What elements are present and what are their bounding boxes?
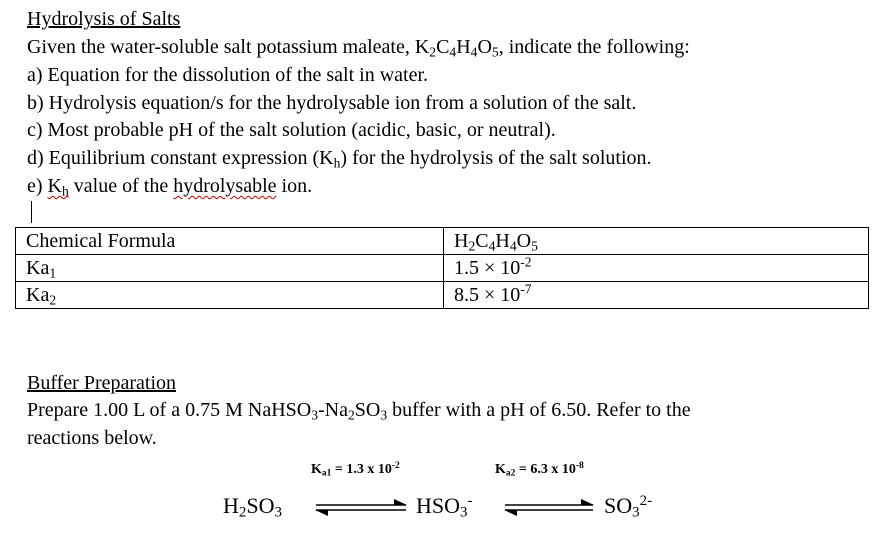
formula-h2: H (495, 230, 510, 252)
formula-o: O (516, 230, 532, 252)
ka1-mantissa: 1.5 × 10 (454, 257, 521, 279)
intro-c-sub: 4 (449, 44, 457, 60)
formula-o-sub: 5 (531, 238, 538, 254)
species3-sub: 3 (632, 504, 640, 521)
species2-sup: - (467, 492, 473, 509)
intro-k-sub: 2 (429, 44, 437, 60)
formula-h: H (454, 230, 469, 252)
ka1-sub: a1 (321, 468, 332, 479)
item-d (27, 146, 652, 170)
buffer-sub1: 3 (311, 407, 318, 423)
item-c: c) Most probable pH of the salt solution (acidic, basic, or neutral). (27, 119, 556, 141)
table-cell-label (16, 282, 444, 309)
table-cell-value (444, 282, 869, 309)
item-e-pre: e) (27, 175, 48, 197)
intro-pre: Given the water-soluble salt potassium maleate, K (27, 36, 430, 58)
ka2-mantissa: 8.5 × 10 (454, 284, 521, 306)
species2-base: HSO (416, 493, 461, 518)
table-row (16, 228, 869, 255)
ka1-exp: -2 (520, 254, 532, 270)
item-e-mid: value of the (68, 175, 174, 197)
species3-sup: 2- (639, 492, 653, 509)
item-d-post: ) for the hydrolysis of the salt solution. (340, 147, 652, 169)
ka1-k: K (311, 462, 322, 477)
table-row (16, 282, 869, 309)
table-cell-formula (444, 228, 869, 255)
ka1-label-sub: 1 (49, 265, 57, 281)
ka2-rest: = 6.3 x 10 (515, 462, 576, 477)
item-e-kh (48, 175, 69, 197)
buffer-sub3: 3 (380, 407, 388, 423)
ka2-exp-eq: -8 (575, 460, 584, 471)
item-e-k: K (47, 175, 62, 197)
formula-c: C (475, 230, 489, 252)
item-e (27, 174, 312, 198)
intro-c: C (436, 36, 450, 58)
species-hso3 (416, 493, 472, 519)
table-cell-label (16, 255, 444, 282)
table-cell-value (444, 255, 869, 282)
species1-base: H (223, 493, 239, 518)
hydrolysis-title: Hydrolysis of Salts (27, 8, 181, 30)
ka2-label-sub: 2 (49, 292, 57, 308)
species1-sub2: 3 (274, 504, 282, 521)
buffer-sub2: 2 (347, 407, 355, 423)
hydrolysis-intro (27, 35, 690, 59)
buffer-line1-post: buffer with a pH of 6.50. Refer to the (387, 399, 691, 421)
item-b: b) Hydrolysis equation/s for the hydrolysable ion from a solution of the salt. (27, 92, 637, 114)
buffer-mid2: SO (354, 399, 381, 421)
formula-h2-sub: 4 (509, 238, 517, 254)
buffer-line2: reactions below. (27, 427, 157, 449)
buffer-line1 (27, 398, 691, 422)
item-d-sub: h (333, 155, 341, 171)
text-cursor (31, 201, 32, 223)
ka1-constant (311, 462, 400, 478)
equilibrium-arrow-1 (314, 496, 408, 520)
ka2-constant (495, 462, 584, 478)
ka2-exp: -7 (520, 281, 532, 297)
intro-post: , indicate the following: (498, 36, 690, 58)
ka1-label: Ka (26, 257, 50, 279)
formula-h-sub: 2 (468, 238, 476, 254)
buffer-title: Buffer Preparation (27, 372, 177, 394)
species2-sub: 3 (460, 504, 468, 521)
item-e-sub: h (62, 183, 69, 199)
item-d-pre: d) Equilibrium constant expression (K (27, 147, 334, 169)
buffer-line1-pre: Prepare 1.00 L of a 0.75 M NaHSO (27, 399, 312, 421)
ka2-k: K (495, 462, 506, 477)
table-row (16, 255, 869, 282)
ka1-exp-eq: -2 (391, 460, 400, 471)
intro-h: H (456, 36, 471, 58)
species3-base: SO (604, 493, 633, 518)
table-cell-label: Chemical Formula (16, 228, 444, 255)
item-e-post: ion. (276, 175, 313, 197)
intro-h-sub: 4 (470, 44, 478, 60)
species1-sub1: 2 (238, 504, 247, 521)
equilibrium-arrow-2 (503, 496, 595, 520)
species-so3 (604, 493, 652, 519)
ka-table (15, 227, 869, 309)
intro-o-sub: 5 (491, 44, 499, 60)
formula-c-sub: 4 (488, 238, 496, 254)
buffer-mid: -Na (318, 399, 348, 421)
intro-o: O (477, 36, 492, 58)
item-e-word: hydrolysable (173, 175, 277, 197)
ka1-rest: = 1.3 x 10 (331, 462, 392, 477)
species1-mid: SO (246, 493, 275, 518)
species-h2so3 (223, 493, 282, 519)
ka2-label: Ka (26, 284, 50, 306)
ka2-sub: a2 (505, 468, 516, 479)
item-a: a) Equation for the dissolution of the salt in water. (27, 64, 429, 86)
